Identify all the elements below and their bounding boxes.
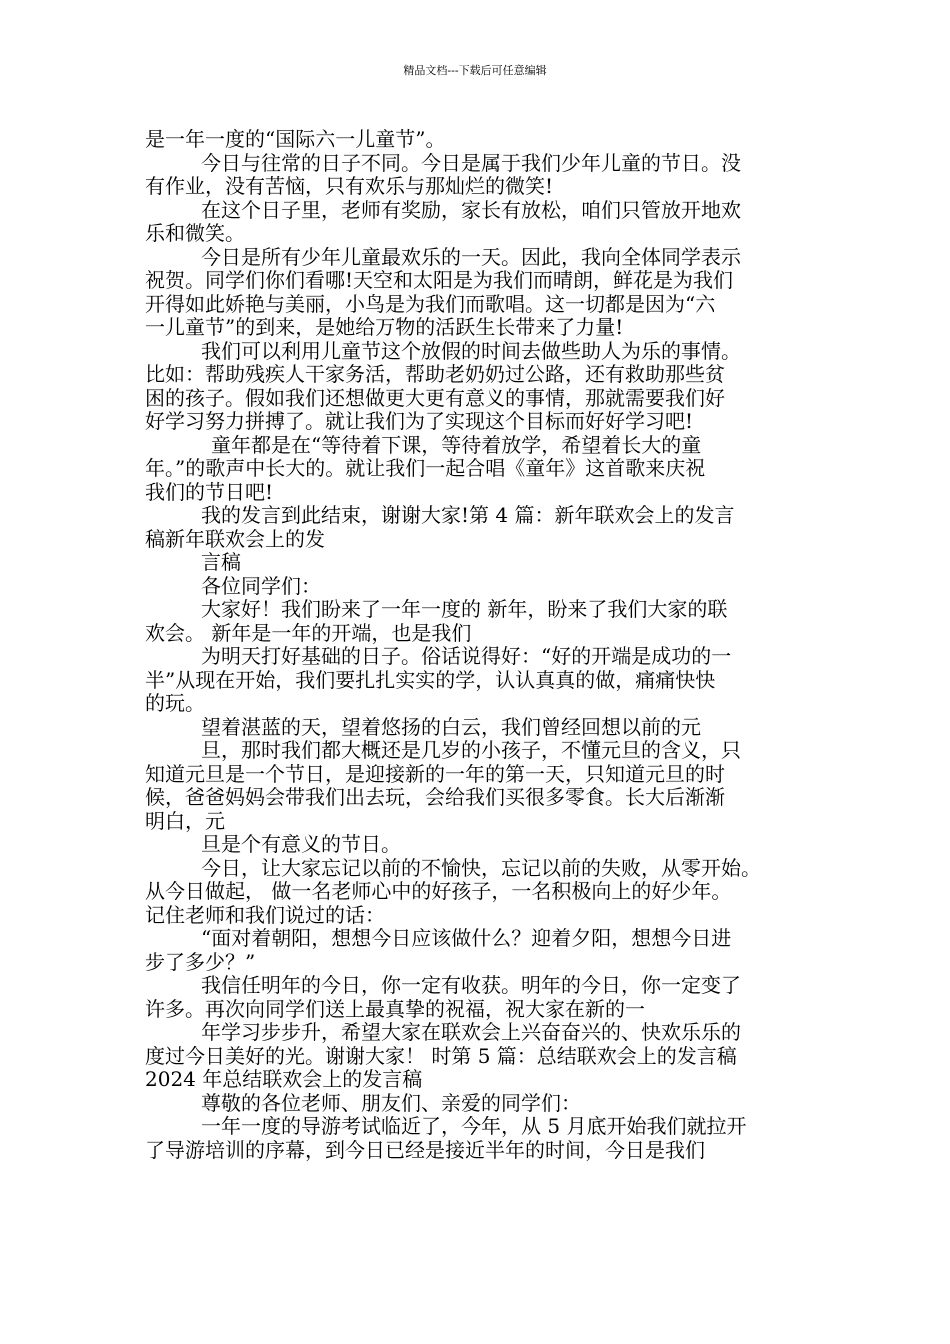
paragraph-line: 我们的节日吧! [145, 479, 274, 504]
paragraph-line: 度过今日美好的光。谢谢大家！ 时第 5 篇：总结联欢会上的发言稿 [145, 1043, 737, 1068]
paragraph-line: 乐和微笑。 [145, 221, 245, 245]
paragraph-line: 候，爸爸妈妈会带我们出去玩，会给我们买很多零食。长大后渐渐 [145, 785, 725, 809]
paragraph-line: 年。”的歌声中长大的。就让我们一起合唱《童年》这首歌来庆祝 [145, 456, 706, 480]
paragraph-line: 一年一度的导游考试临近了，今年，从 5 月底开始我们就拉开 [201, 1114, 747, 1138]
paragraph-line: 祝贺。同学们你们看哪!天空和太阳是为我们而晴朗，鲜花是为我们 [145, 268, 734, 292]
paragraph-line: 好学习努力拼搏了。就让我们为了实现这个目标而好好学习吧! [145, 409, 694, 433]
paragraph-line: “面对着朝阳，想想今日应该做什么？迎着夕阳，想想今日进 [201, 926, 732, 950]
paragraph-line: 欢会。 新年是一年的开端，也是我们 [145, 620, 472, 645]
paragraph-line: 了导游培训的序幕，到今日已经是接近半年的时间，今日是我们 [145, 1137, 705, 1162]
paragraph-line: 我们可以利用儿童节这个放假的时间去做些助人为乐的事情。 [201, 338, 741, 363]
paragraph-line: 在这个日子里，老师有奖励，家长有放松，咱们只管放开地欢 [201, 197, 741, 222]
paragraph-line: 尊敬的各位老师、朋友们、亲爱的同学们： [201, 1090, 581, 1115]
paragraph-line: 年学习步步升，希望大家在联欢会上兴奋奋兴的、快欢乐乐的 [201, 1020, 741, 1044]
paragraph-line: 一儿童节”的到来，是她给万物的活跃生长带来了力量! [145, 315, 624, 339]
paragraph-line: 有作业，没有苦恼，只有欢乐与那灿烂的微笑! [145, 174, 554, 198]
paragraph-line: 童年都是在“等待着下课，等待着放学，希望着长大的童 [211, 432, 702, 457]
paragraph-line: 言稿 [201, 550, 241, 574]
paragraph-line: 许多。再次向同学们送上最真挚的祝福，祝大家在新的一 [145, 996, 645, 1021]
paragraph-line: 各位同学们： [201, 573, 321, 598]
paragraph-line: 望着湛蓝的天，望着悠扬的白云，我们曾经回想以前的元 [201, 714, 701, 739]
paragraph-line: 从今日做起， 做一名老师心中的好孩子，一名积极向上的好少年。 [145, 879, 732, 903]
paragraph-line: 2024 年总结联欢会上的发言稿 [145, 1067, 423, 1091]
paragraph-line: 记住老师和我们说过的话： [145, 902, 385, 927]
paragraph-line: 是一年一度的“国际六一儿童节”。 [145, 127, 446, 151]
paragraph-line: 大家好！我们盼来了一年一度的 新年，盼来了我们大家的联 [201, 597, 728, 621]
paragraph-line: 今日是所有少年儿童最欢乐的一天。因此，我向全体同学表示 [201, 244, 741, 269]
paragraph-line: 稿新年联欢会上的发 [145, 526, 325, 551]
paragraph-line: 半”从现在开始，我们要扎扎实实的学，认认真真的做，痛痛快快 [145, 667, 716, 692]
paragraph-line: 步了多少？” [145, 949, 256, 974]
paragraph-line: 比如：帮助残疾人干家务活，帮助老奶奶过公路，还有救助那些贫 [145, 362, 725, 386]
document-body [145, 128, 825, 1162]
paragraph-line: 今日与往常的日子不同。今日是属于我们少年儿童的节日。没 [201, 150, 741, 175]
paragraph-line: 旦，那时我们都大概还是几岁的小孩子，不懂元旦的含义，只 [201, 738, 741, 762]
paragraph-line: 我信任明年的今日，你一定有收获。明年的今日，你一定变了 [201, 973, 741, 997]
paragraph-line: 困的孩子。假如我们还想做更大更有意义的事情，那就需要我们好 [145, 385, 725, 410]
paragraph-line: 知道元旦是一个节日，是迎接新的一年的第一天，只知道元旦的时 [145, 761, 725, 786]
paragraph-line: 今日，让大家忘记以前的不愉快，忘记以前的失败，从零开始。 [201, 855, 761, 880]
paragraph-line: 旦是个有意义的节日。 [201, 832, 401, 856]
paragraph-line: 我的发言到此结束，谢谢大家!第 4 篇：新年联欢会上的发言 [201, 503, 735, 527]
paragraph-line: 的玩。 [145, 691, 205, 715]
paragraph-line: 为明天打好基础的日子。俗话说得好：“好的开端是成功的一 [201, 644, 732, 668]
paragraph-line: 明白，元 [145, 808, 225, 833]
page-header: 精品文档---下载后可任意编辑 [403, 64, 547, 77]
paragraph-line: 开得如此娇艳与美丽，小鸟是为我们而歌唱。这一切都是因为“六 [145, 291, 716, 316]
